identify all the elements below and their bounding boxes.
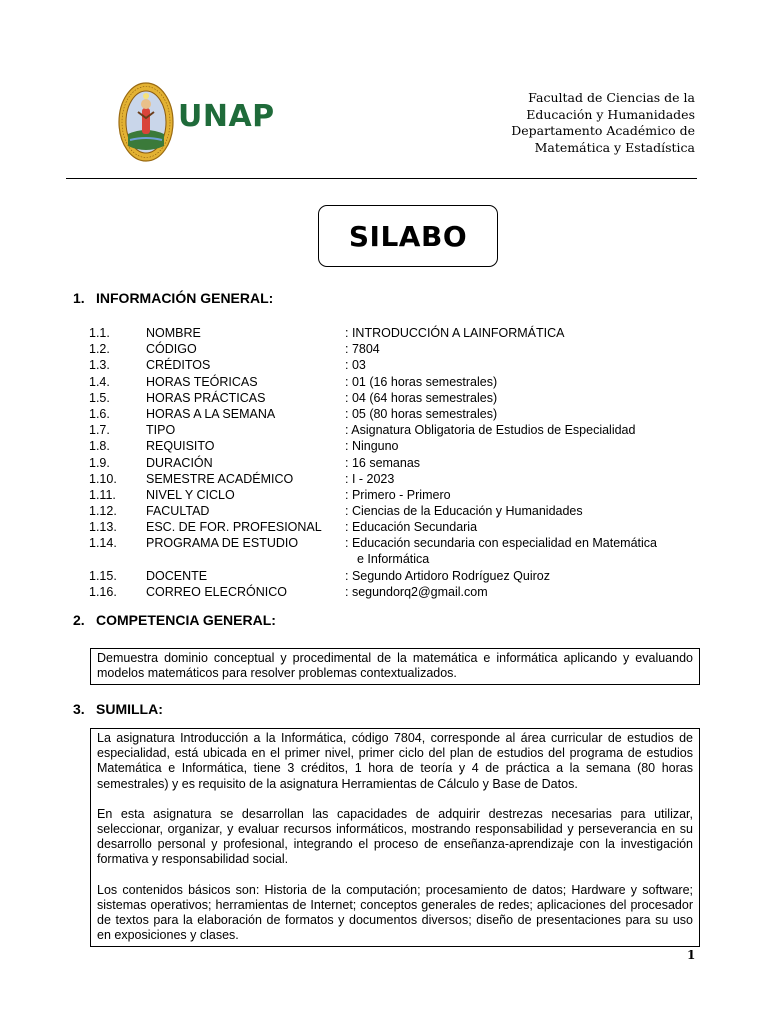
info-number: 1.7.: [89, 423, 110, 438]
competencia-box: [90, 648, 700, 685]
section-title: COMPETENCIA GENERAL:: [96, 612, 276, 628]
info-label: HORAS TEÓRICAS: [146, 374, 258, 389]
info-number: 1.13.: [89, 520, 117, 535]
info-number: 1.12.: [89, 504, 117, 519]
info-value: : 04 (64 horas semestrales): [345, 390, 498, 405]
faculty-header: [455, 90, 695, 156]
info-number: 1.1.: [89, 326, 110, 340]
info-value: : 05 (80 horas semestrales): [345, 406, 498, 421]
info-label: HORAS A LA SEMANA: [146, 406, 276, 421]
page-number: 1: [687, 948, 696, 962]
faculty-line: Educación y Humanidades: [526, 106, 695, 122]
info-label: DOCENTE: [146, 568, 208, 583]
sumilla-paragraph: La asignatura Introducción a la Informática, código 7804, corresponde al área curricular de estudios de especialidad, está ubicada en el primer nivel, primer ciclo del plan de estudios del programa de estudios Matemática e Informática, tiene 3 créditos, 1 hora de teoría y 4 de práctica a la semana (80 horas semestrales) y es requisito de la asignatura Herramientas de Cálculo y Base de Datos.: [97, 731, 693, 791]
info-label: NOMBRE: [146, 326, 201, 340]
info-number: 1.4.: [89, 374, 110, 389]
info-number: 1.9.: [89, 455, 110, 470]
info-number: 1.10.: [89, 471, 117, 486]
section-heading-competencia-general: [73, 612, 276, 628]
section-number: 1.: [73, 290, 85, 306]
faculty-line: Departamento Académico de: [511, 123, 695, 138]
university-seal-icon: [118, 82, 174, 162]
info-value: : Educación Secundaria: [345, 520, 478, 535]
sumilla-paragraph: Los contenidos básicos son: Historia de la computación; procesamiento de datos; Hardware y software; sistemas operativos; herramientas de Internet; conceptos generales de redes; aplicaciones del procesador de textos para la elaboración de formatos y documentos diversos; diseño de presentaciones para su uso en exposiciones y clases.: [97, 882, 693, 943]
info-value: : Educación secundaria con especialidad en Matemática: [345, 536, 657, 551]
info-label: SEMESTRE ACADÉMICO: [146, 471, 294, 486]
info-number: 1.11.: [89, 487, 116, 502]
info-value: : Ninguno: [345, 439, 399, 454]
info-number: 1.6.: [89, 406, 110, 421]
info-label: TIPO: [146, 423, 176, 438]
section-title: INFORMACIÓN GENERAL:: [96, 290, 274, 306]
info-value: : I - 2023: [345, 471, 395, 486]
info-label: HORAS PRÁCTICAS: [146, 390, 266, 405]
info-value: : 16 semanas: [345, 455, 421, 470]
info-value: : Asignatura Obligatoria de Estudios de Especialidad: [345, 423, 636, 438]
info-value: : segundorq2@gmail.com: [345, 585, 488, 600]
info-label: PROGRAMA DE ESTUDIO: [146, 536, 299, 551]
info-number: 1.8.: [89, 439, 110, 454]
info-label: CÓDIGO: [146, 342, 197, 357]
info-label: REQUISITO: [146, 439, 215, 454]
header-divider: [66, 178, 697, 179]
info-label: CRÉDITOS: [146, 358, 211, 373]
info-label: ESC. DE FOR. PROFESIONAL: [146, 520, 322, 535]
info-number: 1.16.: [89, 585, 117, 600]
info-number: 1.3.: [89, 358, 110, 373]
section-number: 2.: [73, 612, 85, 628]
section-heading-sumilla: [73, 701, 163, 717]
info-value: : Primero - Primero: [345, 487, 451, 502]
section-heading-informacion-general: [73, 290, 273, 306]
sumilla-paragraph: En esta asignatura se desarrollan las capacidades de adquirir destrezas necesarias para utilizar, seleccionar, organizar, y evaluar recursos informáticos, mostrando responsabilidad y perseverancia en su desarrollo personal y profesional, integrando el proceso de enseñanza-aprendizaje con la investigación formativa y responsabilidad social.: [97, 806, 693, 867]
info-value: : 03: [345, 358, 366, 373]
info-label: CORREO ELECRÓNICO: [146, 585, 287, 600]
info-value: : 7804: [345, 342, 380, 357]
info-number: 1.2.: [89, 342, 110, 357]
info-value: : INTRODUCCIÓN A LAINFORMÁTICA: [345, 326, 565, 340]
document-title: SILABO: [318, 205, 498, 267]
info-number: 1.15.: [89, 568, 117, 583]
info-label: FACULTAD: [146, 504, 210, 519]
brand-name: UNAP: [178, 99, 275, 134]
sumilla-box: [90, 728, 700, 947]
info-label: DURACIÓN: [146, 455, 213, 470]
competencia-text: Demuestra dominio conceptual y procedimental de la matemática e informática aplicando y evaluando modelos matemáticos para resolver problemas contextualizados.: [97, 651, 693, 681]
info-value: : Segundo Artidoro Rodríguez Quiroz: [345, 568, 550, 583]
info-number: 1.5.: [89, 390, 110, 405]
info-label: NIVEL Y CICLO: [146, 487, 235, 502]
info-value: : Ciencias de la Educación y Humanidades: [345, 504, 583, 519]
section-title: SUMILLA:: [96, 701, 163, 717]
info-number: 1.14.: [89, 536, 117, 551]
section-number: 3.: [73, 701, 85, 717]
info-value-continued: e Informática: [357, 552, 430, 567]
faculty-line: Matemática y Estadística: [534, 139, 695, 155]
faculty-line: Facultad de Ciencias de la: [528, 90, 695, 105]
info-value: : 01 (16 horas semestrales): [345, 374, 498, 389]
